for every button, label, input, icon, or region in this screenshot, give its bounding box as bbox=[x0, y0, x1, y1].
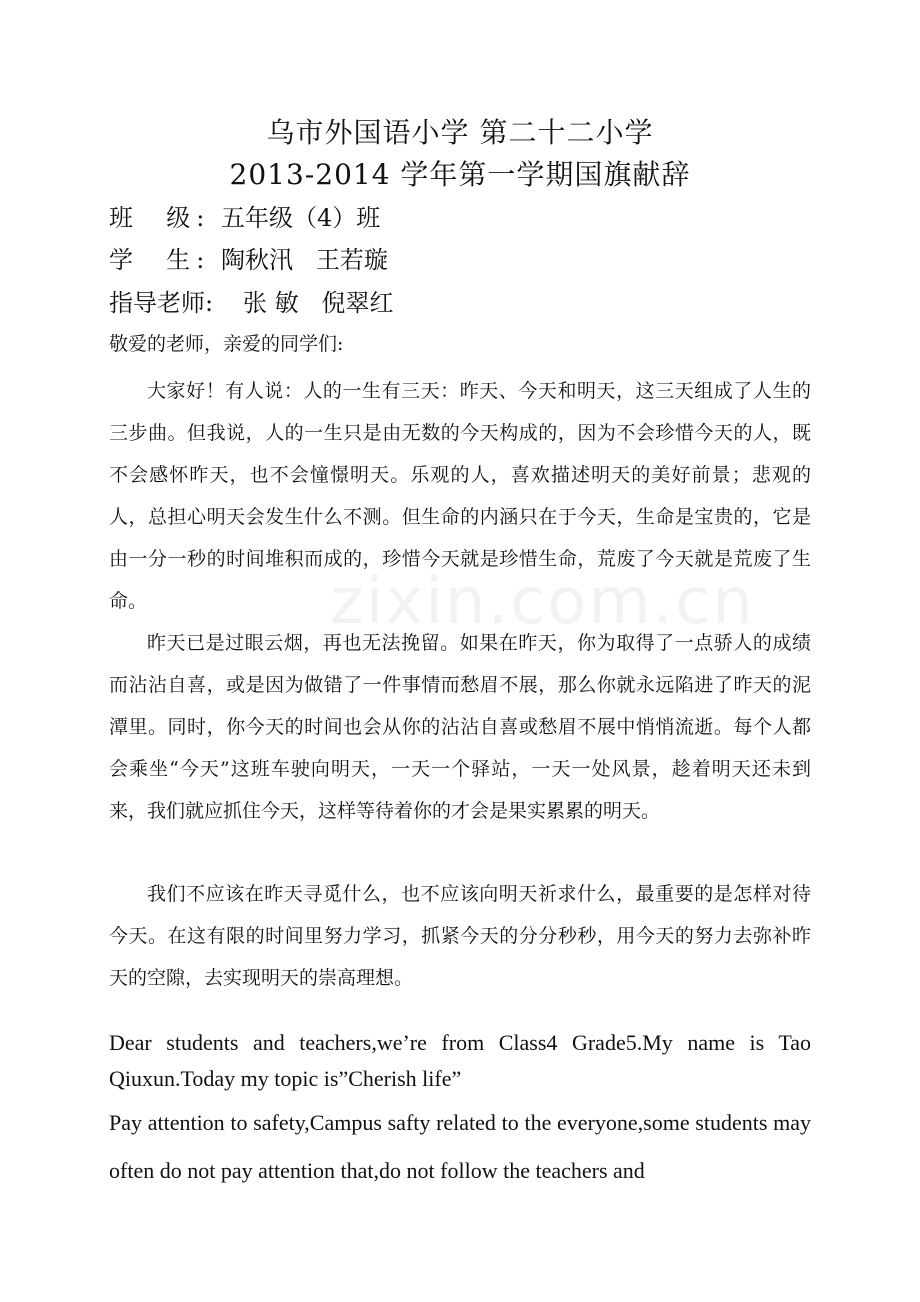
school-title: 乌市外国语小学 第二十二小学 bbox=[266, 116, 654, 149]
teacher-info bbox=[109, 285, 394, 321]
chinese-paragraph: 我们不应该在昨天寻觅什么，也不应该向明天祈求什么，最重要的是怎样对待今天。在这有限的时间里努力学习，抓紧今天的分分秒秒，用今天的努力去弥补昨天的空隙，去实现明天的崇高理想。 bbox=[109, 883, 811, 989]
speech-title: 2013-2014 学年第一学期国旗献辞 bbox=[229, 158, 691, 191]
greeting: 敬爱的老师，亲爱的同学们: bbox=[109, 333, 344, 355]
students-value: 陶秋汛 王若璇 bbox=[221, 246, 388, 274]
english-paragraph: Dear students and teachers,we’re from Class4 Grade5.My name is Tao Qiuxun.Today my topic is”Cherish life” bbox=[109, 1030, 811, 1091]
students-label: 学 生: bbox=[109, 246, 211, 274]
english-paragraph: Pay attention to safety,Campus safty related to the everyone,some students may often do not pay attention that,do not follow the teachers and bbox=[109, 1110, 811, 1183]
students-info bbox=[109, 242, 388, 278]
class-label: 班 级: bbox=[109, 204, 211, 232]
class-info bbox=[109, 200, 380, 236]
chinese-paragraph: 大家好！有人说：人的一生有三天：昨天、今天和明天，这三天组成了人生的三步曲。但我说，人的一生只是由无数的今天构成的，因为不会珍惜今天的人，既不会感怀昨天，也不会憧憬明天。乐观的人，喜欢描述明天的美好前景；悲观的人，总担心明天会发生什么不测。但生命的内涵只在于今天，生命是宝贵的，它是由一分一秒的时间堆积而成的，珍惜今天就是珍惜生命，荒废了今天就是荒废了生命。 bbox=[109, 380, 811, 612]
watermark: zixin.com.cn bbox=[330, 565, 755, 639]
class-value: 五年级（4）班 bbox=[221, 204, 381, 232]
chinese-paragraph: 昨天已是过眼云烟，再也无法挽留。如果在昨天，你为取得了一点骄人的成绩而沾沾自喜，或是因为做错了一件事情而愁眉不展，那么你就永远陷进了昨天的泥潭里。同时，你今天的时间也会从你的沾沾自喜或愁眉不展中悄悄流逝。每个人都会乘坐“今天”这班车驶向明天，一天一个驿站，一天一处风景，趁着明天还未到来，我们就应抓住今天，这样等待着你的才会是果实累累的明天。 bbox=[109, 632, 811, 822]
teacher-label: 指导老师: bbox=[109, 289, 214, 317]
teacher-value: 张 敏 倪翠红 bbox=[243, 289, 394, 317]
